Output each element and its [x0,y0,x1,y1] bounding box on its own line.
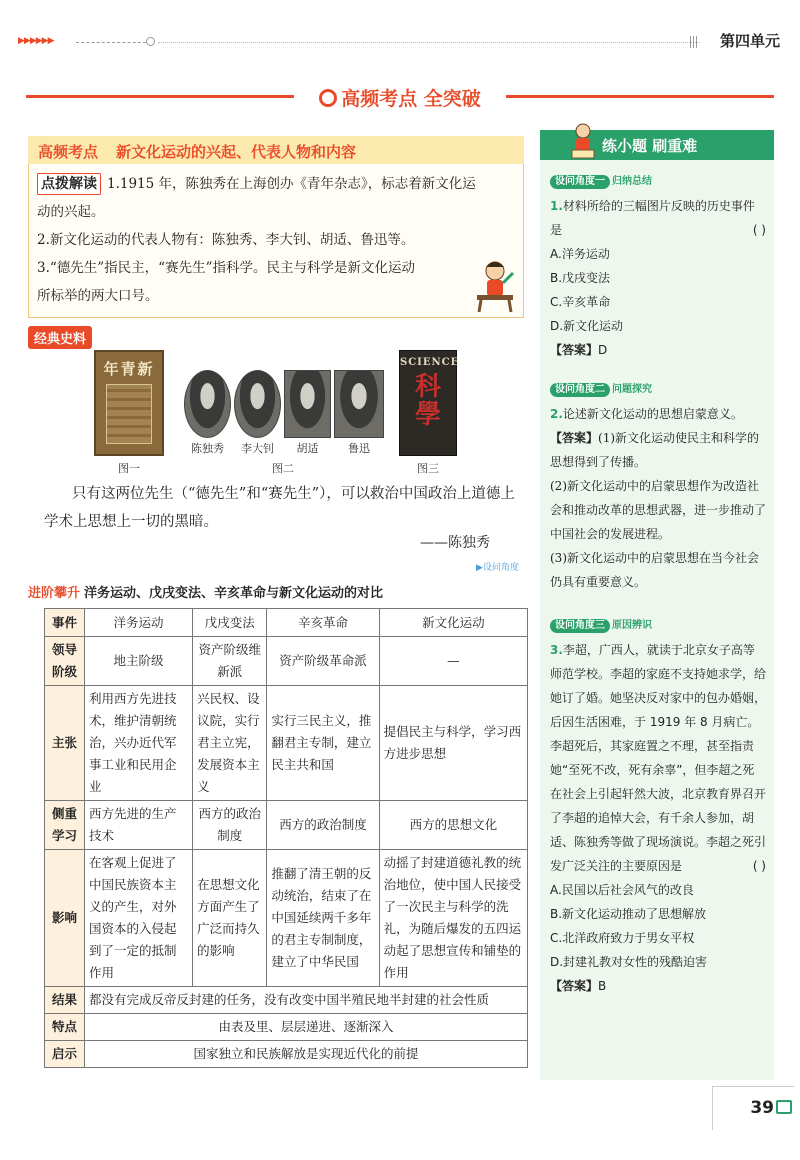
practice-panel [540,130,774,1080]
table-cell: 资产阶级维新派 [193,637,267,686]
name-caption: 陈独秀 [191,442,224,455]
table-cell: 都没有完成反帝反封建的任务，没有改变中国半殖民地半封建的社会性质 [85,987,528,1014]
classic-materials-label: 经典史料 [28,326,92,349]
figure-caption-2: 图二 [272,462,294,475]
answer-1: 【答案】D [550,343,608,357]
table-cell: 兴民权、设议院，实行君主立宪，发展资本主义 [193,686,267,801]
header-divider [158,42,700,43]
table-header-cell: 洋务运动 [85,609,193,637]
key-points-box [28,164,524,318]
answer-2-part-3: (3)新文化运动中的启蒙思想在当今社会仍具有重要意义。 [550,551,759,589]
figure-caption-1: 图一 [118,462,140,475]
table-row [45,801,528,850]
banner-title: 高频考点 全突破 [296,84,504,111]
figure-caption-3: 图三 [417,462,439,475]
row-label: 侧重学习 [45,801,85,850]
table-cell: 在客观上促进了中国民族资本主义的产生，对外国资本的入侵起到了一定的抵制作用 [85,850,193,987]
option: C.北洋政府致力于男女平权 [550,931,695,945]
arrow-row-icon: ▶▶▶▶▶▶ [18,36,54,46]
option: B.新文化运动推动了思想解放 [550,907,707,921]
row-label: 结果 [45,987,85,1014]
question-3: 3.李超，广西人，就读于北京女子高等师范学校。李超的家庭不支持她求学，给她订了婚。她坚决反对家中的包办婚姻，后因生活困难，于 1919 年 8 月病亡。李超死后，其家庭置之不理，甚至指责她“至死不改，死有余辜”，但李超之死在社会上引起轩然大波，北京教育界召开了李超的追悼大会，有千余人参加，胡适、陈独秀等做了现场演说。李超之死引发广泛关注的主要原因是 ( ) [550,638,766,878]
portrait-li-dazhao [234,370,281,438]
book-title-cn: 科學 [414,372,441,430]
topic-title: 新文化运动的兴起、代表人物和内容 [116,143,357,161]
question-angle-3: 设问角度三 原因辨识 [550,614,652,638]
question-1: 1.材料所给的三幅图片反映的历史事件是 ( ) [550,194,766,242]
question-2: 2.论述新文化运动的思想启蒙意义。 [550,407,743,421]
practice-title: 练小题 刷重难 [602,137,698,155]
topic-header [28,136,524,164]
table-row [45,850,528,987]
answer-2-part-1: 【答案】(1)新文化运动使民主和科学的思想得到了传播。 [550,431,760,469]
book-title-en: SCIENCE [400,357,460,368]
circle-icon [146,37,155,46]
science-magazine-cover [399,350,460,456]
table-cell: 推翻了清王朝的反动统治，结束了在中国延续两千多年的君主专制制度，建立了中华民国 [267,850,379,987]
answer-2-part-2: (2)新文化运动中的启蒙思想作为改造社会和推动改革的思想武器，进一步推动了中国社会的发展进程。 [550,479,767,541]
table-header-cell: 新文化运动 [379,609,527,637]
key-point-3a: 3.“德先生”指民主，“赛先生”指科学。民主与科学是新文化运动 [37,260,415,276]
table-header-cell: 戊戌变法 [193,609,267,637]
question-angle-1: 设问角度一 归纳总结 [550,170,652,194]
table-cell: 地主阶级 [85,637,193,686]
table-cell: 西方的思想文化 [379,801,527,850]
name-caption: 鲁迅 [348,442,370,455]
book-title: 年青新 [103,360,155,378]
cart-icon [776,1100,792,1114]
key-point-1a: 1.1915 年，陈独秀在上海创办《青年杂志》，标志着新文化运 [107,176,476,192]
key-point-3b: 所标举的两大口号。 [37,288,159,304]
row-label: 影响 [45,850,85,987]
header-divider [76,42,146,43]
key-points-badge: 点拨解读 [37,173,101,195]
row-label: 领导阶级 [45,637,85,686]
youth-magazine-cover [94,350,164,456]
table-row [45,1014,528,1041]
comparison-table [44,608,528,1068]
option: B.戊戌变法 [550,271,611,285]
name-caption: 胡适 [296,442,319,455]
table-row [45,686,528,801]
topic-label: 高频考点 [38,143,99,161]
student-icon [570,122,596,160]
key-point-2: 2.新文化运动的代表人物有：陈独秀、李大钊、胡适、鲁迅等。 [37,232,415,248]
table-row [45,637,528,686]
table-row [45,1041,528,1068]
portrait-hu-shi [284,370,331,438]
quote-text: 只有这两位先生（“德先生”和“赛先生”），可以救治中国政治上道德上学术上思想上一切的黑暗。 [44,486,515,530]
table-cell: 西方的政治制度 [193,801,267,850]
option: D.新文化运动 [550,319,624,333]
table-cell: — [379,637,527,686]
answer-3: 【答案】B [550,979,607,993]
target-icon [319,89,337,107]
table-cell: 实行三民主义，推翻君主专制，建立民主共和国 [267,686,379,801]
table-row [45,987,528,1014]
option: A.民国以后社会风气的改良 [550,883,694,897]
table-cell: 国家独立和民族解放是实现近代化的前提 [85,1041,528,1068]
table-header-cell: 事件 [45,609,85,637]
banner-line [506,95,774,98]
page-number: 39 [750,1098,774,1118]
quote-author: ——陈独秀 [420,535,490,551]
table-cell: 西方的政治制度 [267,801,379,850]
row-label: 启示 [45,1041,85,1068]
table-row [45,609,528,637]
portrait-chen-duxiu [184,370,231,438]
answer-blank: ( ) [752,223,766,237]
practice-header [540,130,774,160]
table-cell: 动摇了封建道德礼教的统治地位，使中国人民接受了一次民主与科学的洗礼，为随后爆发的五四运动起了思想宣传和铺垫的作用 [379,850,527,987]
table-cell: 资产阶级革命派 [267,637,379,686]
table-cell: 在思想文化方面产生了广泛而持久的影响 [193,850,267,987]
table-cell: 西方先进的生产技术 [85,801,193,850]
option: D.封建礼教对女性的残酷迫害 [550,955,708,969]
row-label: 主张 [45,686,85,801]
option: A.洋务运动 [550,247,610,261]
answer-blank: ( ) [752,859,766,873]
portrait-lu-xun [334,370,384,438]
table-cell: 提倡民主与科学，学习西方进步思想 [379,686,527,801]
bars-icon [690,36,698,48]
mascot-icon [473,257,517,313]
option: C.辛亥革命 [550,295,611,309]
comparison-title: 进阶攀升 洋务运动、戊戌变法、辛亥革命与新文化运动的对比 [28,582,524,601]
section-banner [26,84,774,108]
banner-line [26,95,294,98]
name-caption: 李大钊 [241,442,274,455]
table-cell: 利用西方先进技术，维护清朝统治，兴办近代军事工业和民用企业 [85,686,193,801]
table-header-cell: 辛亥革命 [267,609,379,637]
row-label: 特点 [45,1014,85,1041]
page-header [18,30,780,52]
table-cell: 由表及里、层层递进、逐渐深入 [85,1014,528,1041]
key-point-1b: 动的兴起。 [37,204,105,220]
unit-title: 第四单元 [719,32,780,50]
question-angle-tag: ▶设问角度 [476,563,519,573]
question-angle-2: 设问角度二 问题探究 [550,378,652,402]
advance-badge: 进阶攀升 [28,586,81,601]
